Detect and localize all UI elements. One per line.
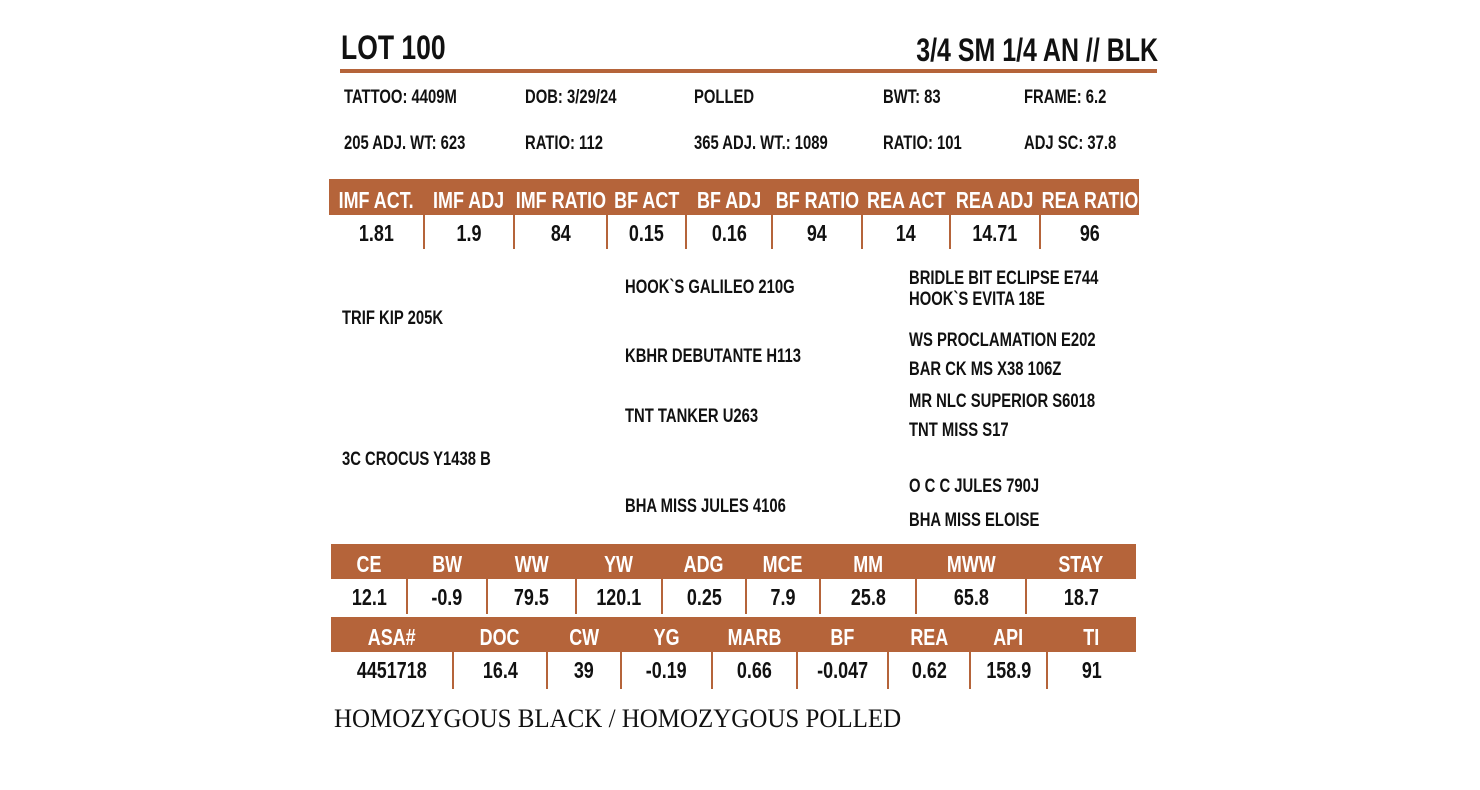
header-rea-act: REA ACT — [866, 186, 946, 213]
column-divider — [452, 652, 454, 689]
value-rea-adj: 14.71 — [972, 220, 1018, 246]
column-divider — [915, 579, 917, 614]
header-ce: CE — [356, 551, 382, 577]
header-bf-adj: BF ADJ — [696, 186, 762, 213]
header-stay: STAY — [1058, 551, 1104, 577]
header-adg: ADG — [684, 551, 724, 577]
column-divider — [861, 215, 863, 249]
value-bf: -0.047 — [817, 656, 868, 683]
header-divider — [340, 69, 1157, 73]
pedigree-sds: WS PROCLAMATION E202 — [909, 330, 1096, 351]
info-dob: DOB: 3/29/24 — [525, 87, 617, 108]
pedigree-sire: TRIF KIP 205K — [342, 308, 444, 329]
header-rea-ratio: REA RATIO — [1041, 186, 1138, 213]
value-imf-adj: 1.9 — [456, 220, 482, 246]
column-divider — [1025, 579, 1027, 614]
pedigree-ssd: HOOK`S EVITA 18E — [909, 289, 1045, 310]
value-bf-adj: 0.16 — [711, 220, 747, 246]
info-frame: FRAME: 6.2 — [1024, 87, 1107, 108]
info-tattoo: TATTOO: 4409M — [344, 87, 457, 108]
header-yw: YW — [604, 551, 634, 577]
value-rea-act: 14 — [896, 220, 916, 246]
header-imf-act: IMF ACT. — [338, 186, 415, 213]
genetic-status-note: HOMOZYGOUS BLACK / HOMOZYGOUS POLLED — [334, 704, 902, 733]
column-divider — [887, 652, 889, 689]
value-imf-act: 1.81 — [359, 220, 394, 246]
header-doc: DOC — [480, 624, 520, 650]
column-divider — [771, 215, 773, 249]
value-mce: 7.9 — [770, 583, 796, 610]
header-ww: WW — [514, 551, 549, 577]
header-imf-adj: IMF ADJ — [433, 186, 505, 213]
column-divider — [575, 579, 577, 614]
info-polled: POLLED — [694, 87, 755, 108]
column-divider — [546, 652, 548, 689]
value-mm: 25.8 — [850, 583, 886, 610]
value-bw: -0.9 — [431, 583, 463, 610]
header-rea-adj: REA ADJ — [956, 186, 1034, 213]
lot-title: LOT 100 — [341, 29, 446, 67]
pedigree-dss: MR NLC SUPERIOR S6018 — [909, 391, 1096, 412]
column-divider — [620, 652, 622, 689]
breed-color-title: 3/4 SM 1/4 AN // BLK — [916, 32, 1158, 68]
column-divider — [406, 579, 408, 614]
value-api: 158.9 — [986, 656, 1031, 683]
pedigree-dsd: TNT MISS S17 — [909, 420, 1009, 441]
pedigree-sdd: BAR CK MS X38 106Z — [909, 359, 1062, 380]
pedigree-sire-dam: KBHR DEBUTANTE H113 — [625, 346, 801, 367]
value-yg: -0.19 — [646, 656, 687, 683]
index-table — [331, 617, 1136, 689]
info-365-ratio: RATIO: 101 — [883, 133, 962, 154]
header-mm: MM — [853, 551, 883, 577]
header-bw: BW — [432, 551, 462, 577]
column-divider — [1039, 215, 1041, 249]
header-imf-ratio: IMF RATIO — [515, 186, 606, 213]
info-adj-sc: ADJ SC: 37.8 — [1024, 133, 1117, 154]
column-divider — [423, 215, 425, 249]
column-divider — [685, 215, 687, 249]
carcass-table — [329, 179, 1139, 249]
info-205-adj-wt: 205 ADJ. WT: 623 — [344, 133, 466, 154]
header-cw: CW — [569, 624, 599, 650]
value-imf-ratio: 84 — [550, 220, 571, 246]
value-bf-ratio: 94 — [807, 220, 827, 246]
value-ce: 12.1 — [351, 583, 387, 610]
column-divider — [969, 652, 971, 689]
column-divider — [796, 652, 798, 689]
value-stay: 18.7 — [1063, 583, 1099, 610]
info-365-adj-wt: 365 ADJ. WT.: 1089 — [694, 133, 828, 154]
column-divider — [606, 215, 608, 249]
column-divider — [661, 579, 663, 614]
value-rea: 0.62 — [911, 656, 947, 683]
header-mww: MWW — [946, 551, 996, 577]
header-bf: BF — [830, 624, 855, 650]
column-divider — [745, 579, 747, 614]
value-doc: 16.4 — [482, 656, 518, 683]
value-asa: 4451718 — [357, 656, 427, 683]
value-yw: 120.1 — [596, 583, 642, 610]
value-mww: 65.8 — [953, 583, 989, 610]
info-bwt: BWT: 83 — [883, 87, 941, 108]
pedigree-sire-sire: HOOK`S GALILEO 210G — [625, 277, 795, 298]
header-ti: TI — [1083, 624, 1100, 650]
header-asa: ASA# — [368, 624, 416, 650]
pedigree-dam-sire: TNT TANKER U263 — [625, 406, 759, 427]
value-cw: 39 — [574, 656, 594, 683]
pedigree-ddd: BHA MISS ELOISE — [909, 510, 1040, 531]
column-divider — [1046, 652, 1048, 689]
column-divider — [513, 215, 515, 249]
header-bf-ratio: BF RATIO — [775, 186, 859, 213]
value-marb: 0.66 — [737, 656, 772, 683]
value-adg: 0.25 — [686, 583, 722, 610]
header-yg: YG — [653, 624, 680, 650]
header-api: API — [993, 624, 1024, 650]
value-ww: 79.5 — [514, 583, 549, 610]
value-bf-act: 0.15 — [629, 220, 664, 246]
column-divider — [949, 215, 951, 249]
column-divider — [819, 579, 821, 614]
epd-table — [331, 544, 1136, 618]
header-bf-act: BF ACT — [613, 186, 680, 213]
header-mce: MCE — [763, 551, 803, 577]
column-divider — [486, 579, 488, 614]
pedigree-sss: BRIDLE BIT ECLIPSE E744 — [909, 268, 1099, 289]
pedigree-dds: O C C JULES 790J — [909, 476, 1040, 497]
pedigree-dam: 3C CROCUS Y1438 B — [342, 449, 491, 470]
info-205-ratio: RATIO: 112 — [525, 133, 603, 154]
column-divider — [711, 652, 713, 689]
header-marb: MARB — [727, 624, 782, 650]
value-rea-ratio: 96 — [1079, 220, 1100, 246]
value-ti: 91 — [1081, 656, 1102, 683]
header-rea: REA — [910, 624, 948, 650]
pedigree-dam-dam: BHA MISS JULES 4106 — [625, 496, 786, 517]
